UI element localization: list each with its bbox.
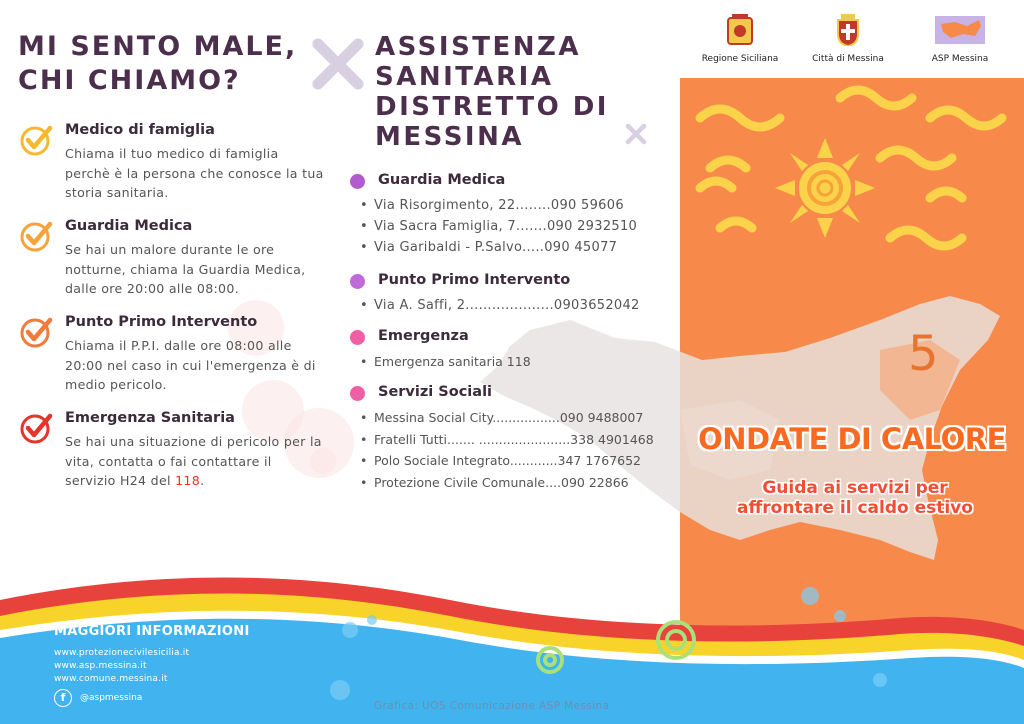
info-title: MAGGIORI INFORMAZIONI <box>54 624 250 639</box>
item-text: Se hai un malore durante le ore notturne, chiama la Guardia Medica, dalle ore 20:00 alle 08:00. <box>65 242 306 296</box>
middle-title-line: MESSINA <box>375 122 524 152</box>
subhead <box>690 478 1020 518</box>
middle-title-line: SANITARIA <box>375 62 554 92</box>
item-text: Chiama il tuo medico di famiglia perchè è la persona che conosce la tua storia sanitaria. <box>65 146 324 200</box>
middle-title-line: DISTRETTO DI <box>375 92 609 122</box>
section-list <box>360 295 640 316</box>
item-title: Punto Primo Intervento <box>65 314 258 330</box>
item-text-body: Se hai una situazione di pericolo per la vita, contatta o fai contattare il servizio H24 del <box>65 434 322 488</box>
emergency-number: 118 <box>175 473 201 488</box>
list-item: • Emergenza sanitaria 118 <box>360 351 531 373</box>
section-title: Guardia Medica <box>378 172 506 188</box>
section-dot <box>350 274 365 289</box>
checkmark-icon <box>18 218 54 254</box>
item-text <box>65 432 325 491</box>
facebook-icon[interactable]: f <box>54 689 72 707</box>
section-list <box>360 407 654 493</box>
list-item: • Via Garibaldi - P.Salvo.....090 45077 <box>360 237 637 258</box>
section-title: Emergenza <box>378 328 469 344</box>
section-list <box>360 195 637 258</box>
middle-title-line: ASSISTENZA <box>375 32 582 62</box>
footer-link[interactable]: www.protezionecivilesicilia.it <box>54 648 190 658</box>
item-title: Medico di famiglia <box>65 122 215 138</box>
district-number: 5 <box>908 326 939 382</box>
item-text: Chiama il P.P.I. dalle ore 08:00 alle 20:00 nel caso in cui l'emergenza è di medio pericolo. <box>65 338 316 392</box>
left-title-line: CHI CHIAMO? <box>18 65 241 96</box>
subhead-line: affrontare il caldo estivo <box>737 498 973 518</box>
regione-siciliana-crest-icon <box>727 14 753 46</box>
section-list <box>360 351 531 373</box>
logo-label: ASP Messina <box>931 54 989 64</box>
logo-citta-messina <box>806 14 890 64</box>
wavy-sun-decoration <box>680 78 1024 298</box>
section-dot <box>350 174 365 189</box>
left-title-line: MI SENTO MALE, <box>18 31 298 62</box>
logo-label: Città di Messina <box>812 54 884 64</box>
checkmark-icon <box>18 122 54 158</box>
section-title: Punto Primo Intervento <box>378 272 571 288</box>
item-title: Emergenza Sanitaria <box>65 410 235 426</box>
logo-label: Regione Siciliana <box>701 54 779 64</box>
credit-text: Grafica: UOS Comunicazione ASP Messina <box>374 700 610 712</box>
subhead-line: Guida ai servizi per <box>762 478 948 498</box>
list-item: • Protezione Civile Comunale....090 22866 <box>360 472 654 494</box>
list-item: • Via Risorgimento, 22........090 59606 <box>360 195 637 216</box>
list-item: • Fratelli Tutti....... .......................338 4901468 <box>360 429 654 451</box>
checkmark-icon <box>18 410 54 446</box>
left-title <box>18 30 308 98</box>
item-text-end: . <box>200 473 205 488</box>
messina-crest-icon <box>835 14 861 46</box>
list-item: • Messina Social City.................090 9488007 <box>360 407 654 429</box>
list-item: • Polo Sociale Integrato............347 1767652 <box>360 450 654 472</box>
checkmark-icon <box>18 314 54 350</box>
section-dot <box>350 330 365 345</box>
cross-decor-icon <box>310 36 366 92</box>
list-item: • Via Sacra Famiglia, 7.......090 2932510 <box>360 216 637 237</box>
logo-regione-siciliana <box>696 14 784 64</box>
list-item: • Via A. Saffi, 2....................0903652042 <box>360 295 640 316</box>
section-title: Servizi Sociali <box>378 384 493 400</box>
section-dot <box>350 386 365 401</box>
facebook-handle[interactable]: @aspmessina <box>80 693 143 703</box>
footer-link[interactable]: www.comune.messina.it <box>54 674 168 684</box>
headline: ONDATE DI CALORE <box>698 422 1006 456</box>
item-title: Guardia Medica <box>65 218 193 234</box>
footer-link[interactable]: www.asp.messina.it <box>54 661 147 671</box>
cross-decor-icon <box>624 122 648 146</box>
asp-messina-logo-icon <box>935 14 985 46</box>
logo-asp-messina <box>922 14 998 64</box>
